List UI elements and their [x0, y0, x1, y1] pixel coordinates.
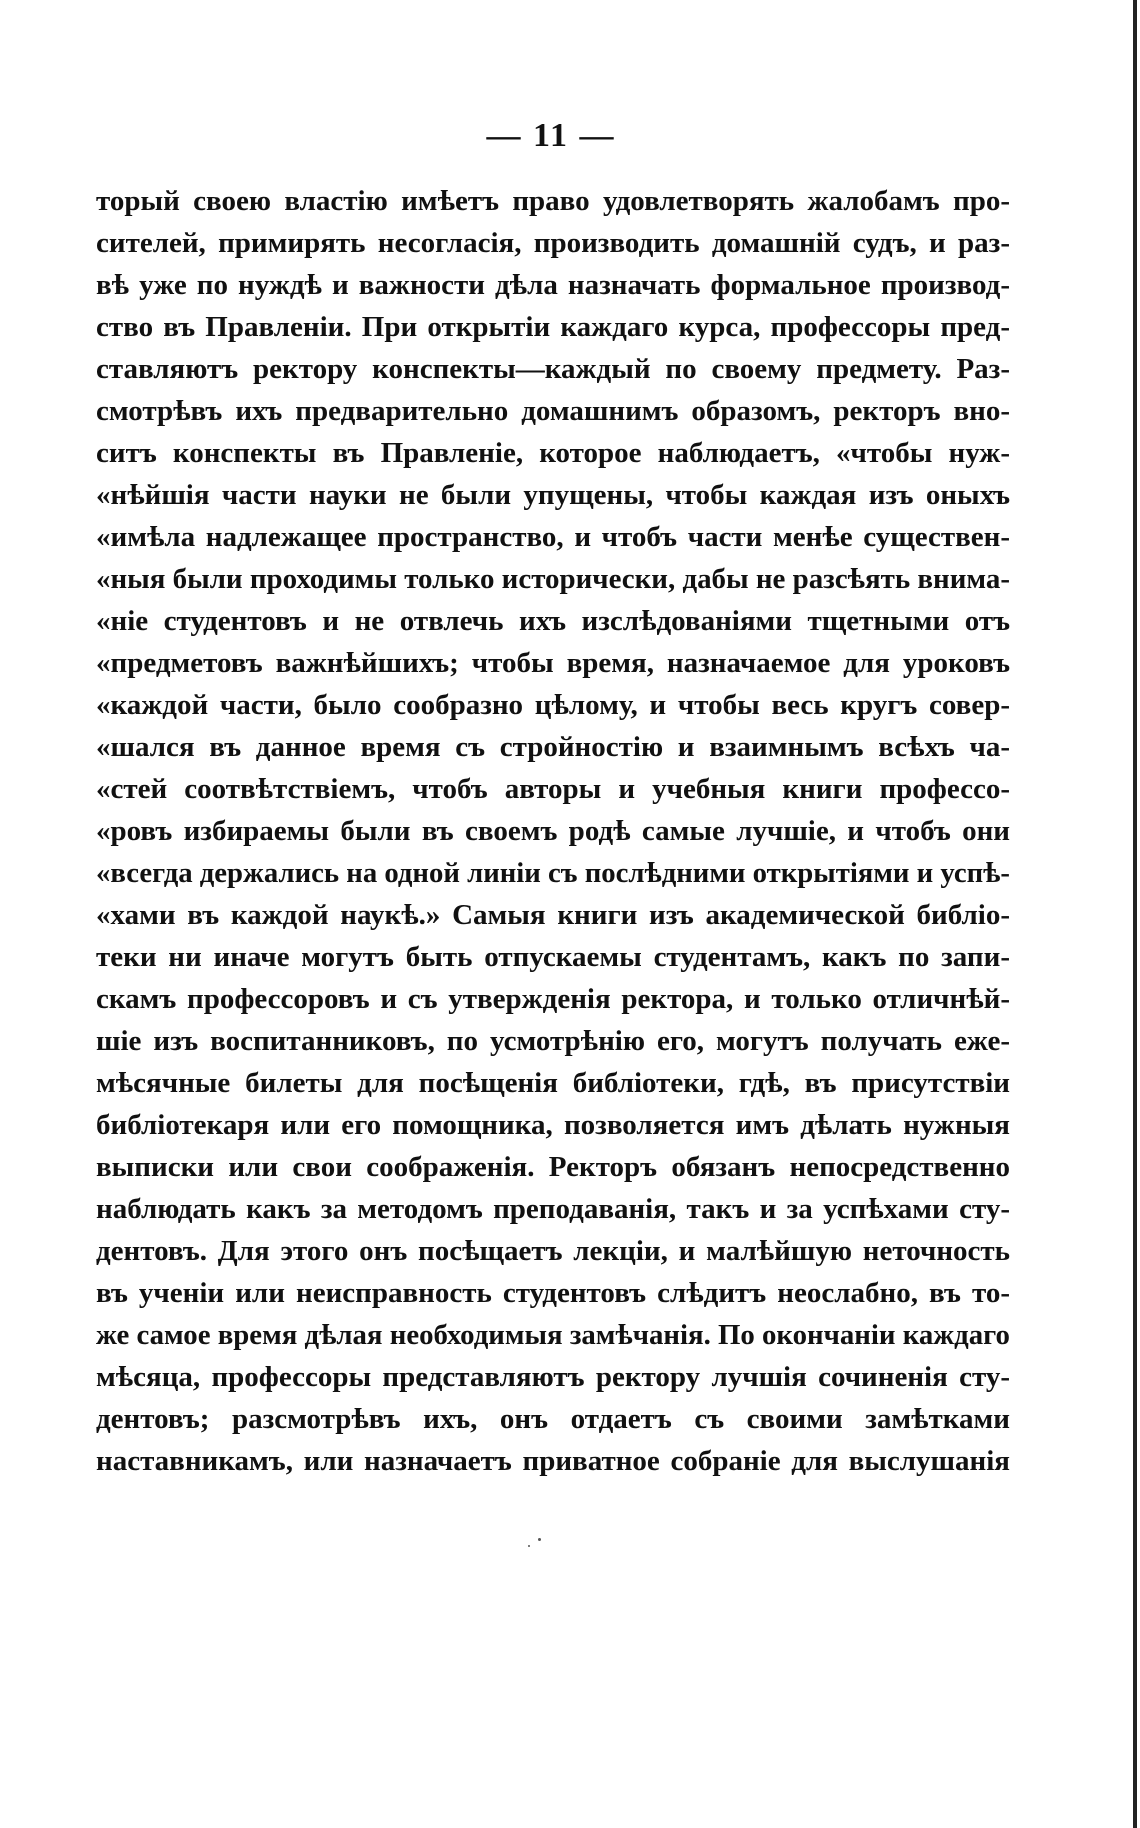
- text-line: дентовъ; разсмотрѣвъ ихъ, онъ отдаетъ съ своими замѣтками: [96, 1403, 1010, 1435]
- text-line: ставляютъ ректору конспекты—каждый по своему предмету. Раз-: [96, 353, 1010, 385]
- print-speck: [528, 1545, 530, 1547]
- print-speck: [538, 1538, 541, 1541]
- text-line: «шался въ данное время съ стройностію и взаимнымъ всѣхъ ча-: [96, 731, 1010, 763]
- text-line: же самое время дѣлая необходимыя замѣчанія. По окончаніи каждаго: [96, 1319, 1010, 1351]
- text-line: наставникамъ, или назначаетъ приватное собраніе для выслушанія: [96, 1445, 1010, 1477]
- text-line: торый своею властію имѣетъ право удовлетворять жалобамъ про-: [96, 185, 1010, 217]
- text-line: дентовъ. Для этого онъ посѣщаетъ лекціи, и малѣйшую неточность: [96, 1235, 1010, 1267]
- text-line: «нѣйшія части науки не были упущены, чтобы каждая изъ оныхъ: [96, 479, 1010, 511]
- text-line: ситъ конспекты въ Правленіе, которое наблюдаетъ, «чтобы нуж-: [96, 437, 1010, 469]
- text-line: теки ни иначе могутъ быть отпускаемы студентамъ, какъ по запи-: [96, 941, 1010, 973]
- text-line: ство въ Правленіи. При открытіи каждаго курса, профессоры пред-: [96, 311, 1010, 343]
- body-text: [96, 180, 1010, 1482]
- text-line: «ныя были проходимы только исторически, дабы не разсѣять внима-: [96, 563, 1011, 595]
- text-line: мѣсяца, профессоры представляютъ ректору лучшія сочиненія сту-: [96, 1361, 1010, 1393]
- text-line: «ровъ избираемы были въ своемъ родѣ самые лучшіе, и чтобъ они: [96, 815, 1010, 847]
- text-line: «ніе студентовъ и не отвлечь ихъ изслѣдованіями тщетными отъ: [96, 605, 1010, 637]
- text-line: «каждой части, было сообразно цѣлому, и чтобы весь кругъ совер-: [96, 689, 1010, 721]
- text-line: «предметовъ важнѣйшихъ; чтобы время, назначаемое для уроковъ: [96, 647, 1010, 679]
- text-line: смотрѣвъ ихъ предварительно домашнимъ образомъ, ректоръ вно-: [96, 395, 1010, 427]
- text-line: «имѣла надлежащее пространство, и чтобъ части менѣе существен-: [96, 521, 1010, 553]
- page-number: — 11 —: [486, 117, 616, 154]
- text-line: шіе изъ воспитанниковъ, по усмотрѣнію его, могутъ получать еже-: [96, 1025, 1010, 1057]
- text-line: скамъ профессоровъ и съ утвержденія ректора, и только отличнѣй-: [96, 983, 1010, 1015]
- text-line: въ ученіи или неисправность студентовъ слѣдитъ неослабно, въ то-: [96, 1277, 1010, 1309]
- text-line: «всегда держались на одной линіи съ послѣдними открытіями и успѣ-: [96, 857, 1010, 889]
- text-line: наблюдать какъ за методомъ преподаванія, такъ и за успѣхами сту-: [96, 1193, 1010, 1225]
- text-line: выписки или свои соображенія. Ректоръ обязанъ непосредственно: [96, 1151, 1010, 1183]
- text-line: сителей, примирять несогласія, производить домашній судъ, и раз-: [96, 227, 1010, 259]
- text-line: «хами въ каждой наукѣ.» Самыя книги изъ академической библіо-: [96, 899, 1010, 931]
- page-edge-shadow: [1133, 0, 1137, 1828]
- text-line: библіотекаря или его помощника, позволяется имъ дѣлать нужныя: [96, 1109, 1010, 1141]
- text-line: «стей соотвѣтствіемъ, чтобъ авторы и учебныя книги профессо-: [96, 773, 1010, 805]
- text-line: мѣсячные билеты для посѣщенія библіотеки, гдѣ, въ присутствіи: [96, 1067, 1010, 1099]
- text-line: вѣ уже по нуждѣ и важности дѣла назначать формальное производ-: [96, 269, 1010, 301]
